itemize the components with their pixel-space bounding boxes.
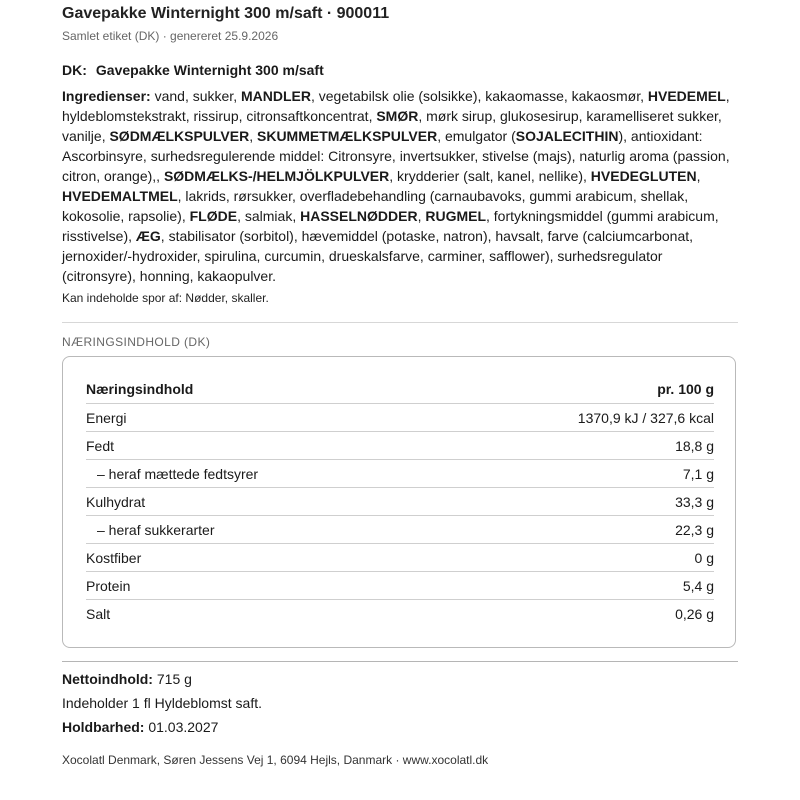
nutrient-name: Fedt xyxy=(86,438,115,454)
nutrient-value: 18,8 g xyxy=(675,438,714,454)
company-footer: Xocolatl Denmark, Søren Jessens Vej 1, 6094 Hejls, Danmark · www.xocolatl.dk xyxy=(62,753,489,767)
ingredient-text: , xyxy=(417,208,426,224)
allergen: SØDMÆLKS-/HELMJÖLKPULVER xyxy=(163,168,390,184)
nutrient-value: 7,1 g xyxy=(682,466,714,482)
nutrition-row xyxy=(86,515,714,543)
allergen: ÆG xyxy=(135,228,161,244)
product-name: Gavepakke Winternight 300 m/saft xyxy=(95,62,324,78)
nutrition-row xyxy=(86,571,714,599)
nutrition-table xyxy=(86,375,714,627)
best-before xyxy=(62,719,218,735)
nutrient-name: – heraf sukkerarter xyxy=(97,522,215,538)
allergen: HASSELNØDDER xyxy=(300,208,418,224)
nutrition-row xyxy=(86,431,714,459)
traces-note: Kan indeholde spor af: Nødder, skaller. xyxy=(62,291,269,305)
nutrition-header-value: pr. 100 g xyxy=(657,381,714,397)
net-content xyxy=(62,671,192,687)
nutrition-row xyxy=(86,459,714,487)
nutrition-header-name: Næringsindhold xyxy=(86,381,194,397)
divider xyxy=(62,322,738,323)
best-before-value: 01.03.2027 xyxy=(144,719,219,735)
nutrient-name: – heraf mættede fedtsyrer xyxy=(97,466,259,482)
ingredient-text: , emulgator ( xyxy=(437,128,516,144)
nutrition-row xyxy=(86,543,714,571)
allergen: SØDMÆLKSPULVER xyxy=(109,128,250,144)
ingredient-text: , vegetabilsk olie (solsikke), kakaomasse, kakaosmør, xyxy=(310,88,648,104)
nutrition-row xyxy=(86,599,714,627)
ingredient-text: , xyxy=(249,128,257,144)
page-subtitle: Samlet etiket (DK) · genereret 25.9.2026 xyxy=(62,29,279,43)
net-content-value: 715 g xyxy=(152,671,192,687)
nutrient-value: 22,3 g xyxy=(675,522,714,538)
allergen: SMØR xyxy=(376,108,419,124)
best-before-label: Holdbarhed: xyxy=(62,719,145,735)
nutrition-section-label: NÆRINGSINDHOLD (DK) xyxy=(62,335,211,349)
language-heading xyxy=(62,62,324,78)
net-content-label: Nettoindhold: xyxy=(62,671,153,687)
ingredient-text: , fortykningsmiddel (gummi arabicum, risstivelse), xyxy=(62,208,719,244)
allergen: FLØDE xyxy=(189,208,238,224)
allergen: SKUMMETMÆLKSPULVER xyxy=(257,128,438,144)
nutrient-name: Kostfiber xyxy=(86,550,142,566)
nutrition-header-row xyxy=(86,375,714,403)
allergen: RUGMEL xyxy=(425,208,487,224)
allergen: HVEDEGLUTEN xyxy=(590,168,697,184)
nutrition-row xyxy=(86,487,714,515)
contains-note: Indeholder 1 fl Hyldeblomst saft. xyxy=(62,695,262,711)
nutrient-name: Kulhydrat xyxy=(86,494,146,510)
allergen: MANDLER xyxy=(240,88,311,104)
nutrient-name: Protein xyxy=(86,578,131,594)
allergen: SOJALECITHIN xyxy=(515,128,619,144)
nutrition-row xyxy=(86,403,714,431)
nutrition-table-box xyxy=(62,356,736,648)
nutrient-value: 1370,9 kJ / 327,6 kcal xyxy=(577,410,714,426)
language-code: DK: xyxy=(62,62,87,78)
divider xyxy=(62,661,738,662)
ingredient-text: , stabilisator (sorbitol), hævemiddel (potaske, natron), havsalt, farve (calciumcarbonat, jernoxider/-hydroxider, spirulina, curcumin, drueskalsfarve, carminer, safflower), surhedsregulator (citronsyre), honning, kakaopulver. xyxy=(62,228,694,284)
ingredients-text xyxy=(62,86,738,286)
page-title: Gavepakke Winternight 300 m/saft · 900011 xyxy=(62,5,390,22)
allergen: HVEDEMALTMEL xyxy=(62,188,178,204)
nutrient-name: Energi xyxy=(86,410,127,426)
ingredient-text: , lakrids, rørsukker, overfladebehandling (carnaubavoks, gummi arabicum, shellak, kokosolie, rapsolie), xyxy=(62,188,689,224)
nutrient-value: 0,26 g xyxy=(675,606,714,622)
nutrient-value: 0 g xyxy=(694,550,714,566)
nutrient-name: Salt xyxy=(86,606,111,622)
ingredients-prefix: Ingredienser: xyxy=(62,88,151,104)
ingredient-text: , krydderier (salt, kanel, nellike), xyxy=(389,168,591,184)
nutrient-value: 33,3 g xyxy=(675,494,714,510)
ingredient-text: ), antioxidant: Ascorbinsyre, surhedsregulerende middel: Citronsyre, invertsukker, stivelse (majs), naturlig aroma (passion, citron, orange),, xyxy=(62,128,730,184)
ingredient-text: , hyldeblomstekstrakt, rissirup, citronsaftkoncentrat, xyxy=(62,88,730,124)
nutrient-value: 5,4 g xyxy=(682,578,714,594)
ingredient-text: , xyxy=(696,168,701,184)
ingredient-text: vand, sukker, xyxy=(154,88,241,104)
ingredient-text: , mørk sirup, glukosesirup, karamelliseret sukker, vanilje, xyxy=(62,108,722,144)
ingredient-text: , salmiak, xyxy=(237,208,301,224)
allergen: HVEDEMEL xyxy=(647,88,726,104)
